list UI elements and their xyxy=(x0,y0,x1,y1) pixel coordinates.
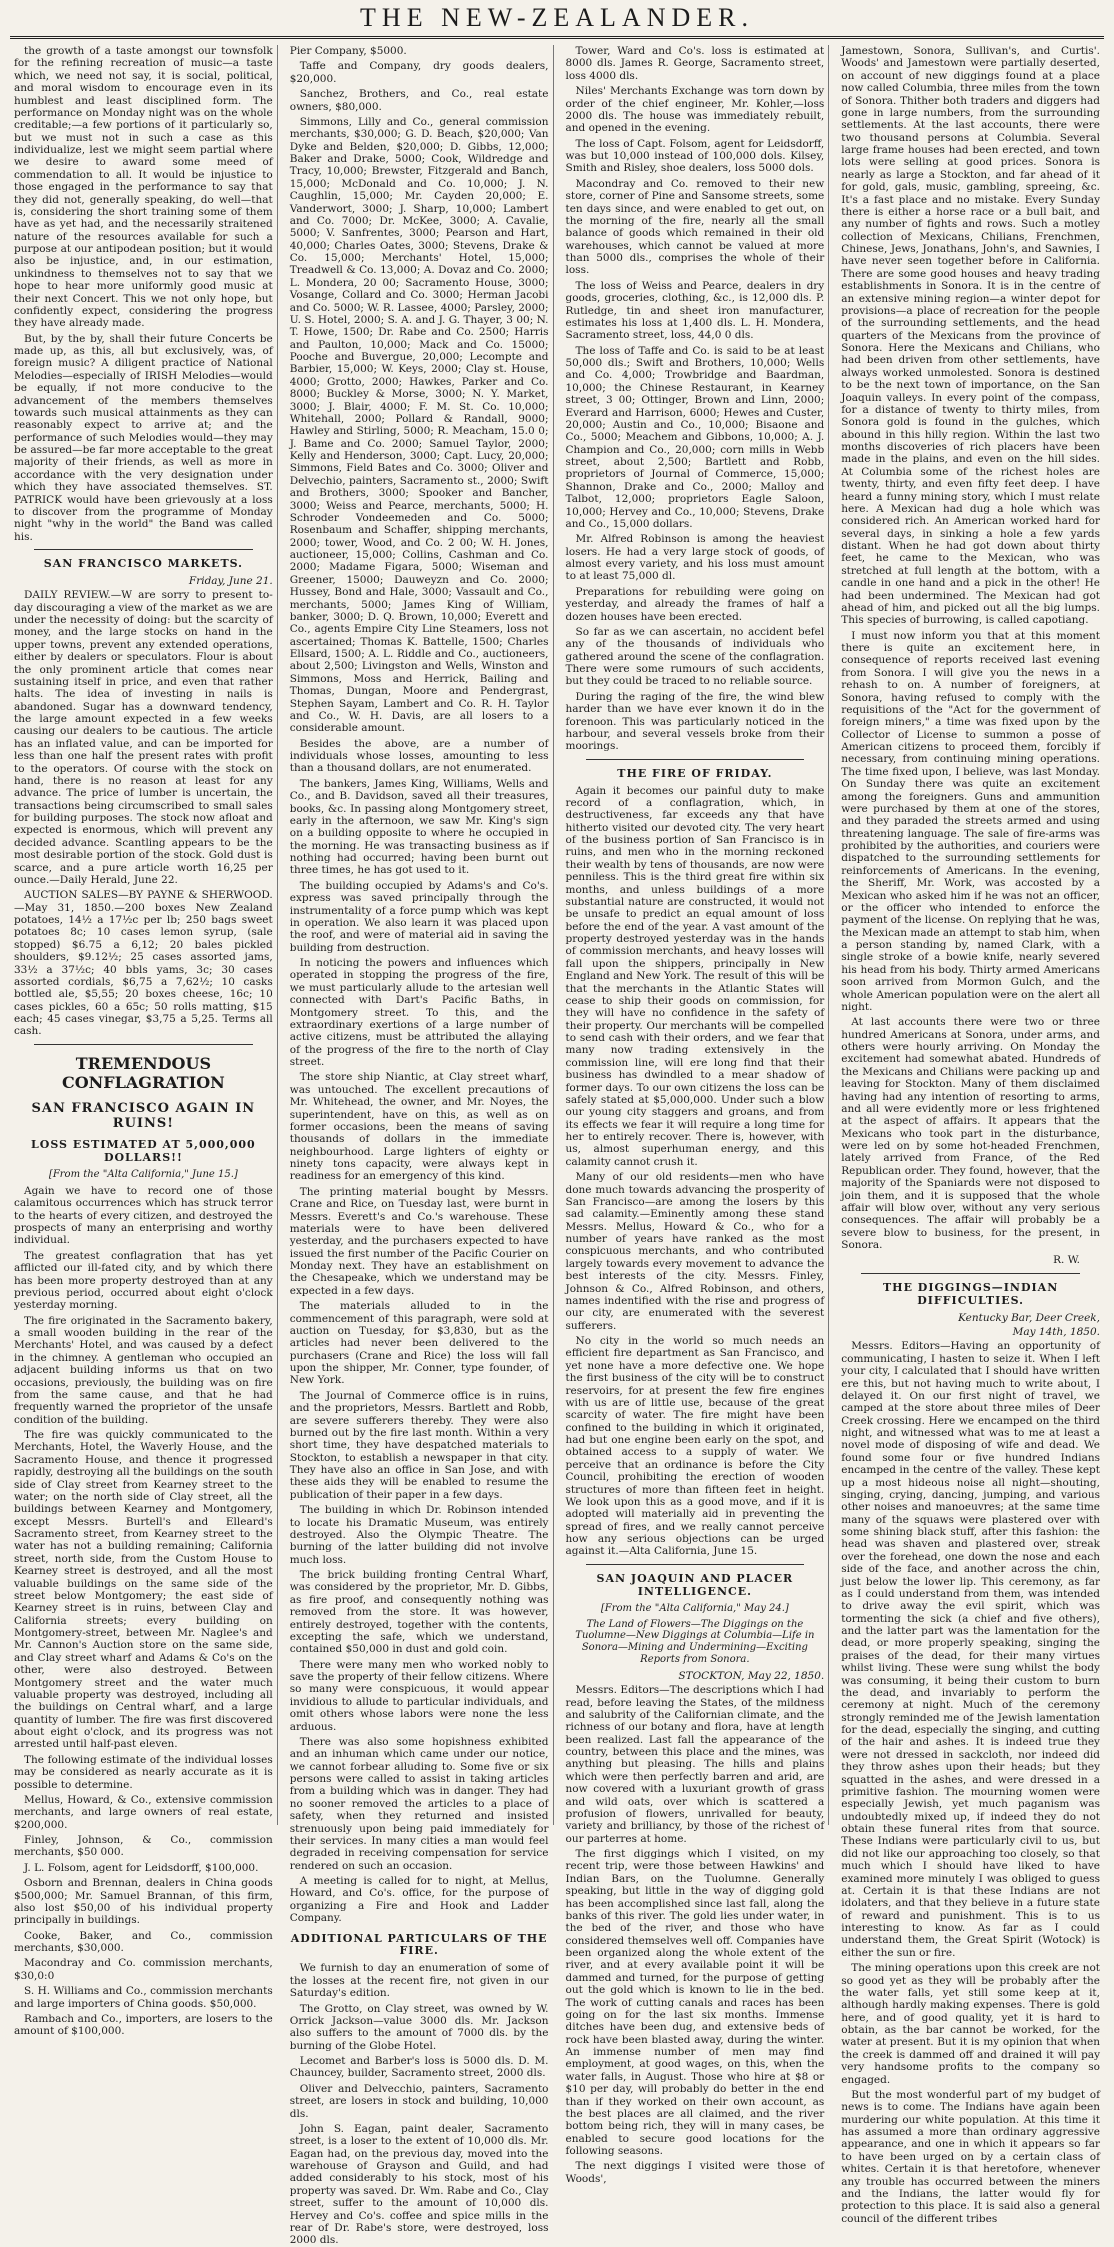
paragraph: During the raging of the fire, the wind blew harder than we have ever known it do in the forenoon. This was particularly noticed in the harbour, and several vessels broke from their moorings. xyxy=(565,690,825,753)
paragraph: At last accounts there were two or three hundred Americans at Sonora, under arms, and others were hourly arriving. On Monday the excitement had somewhat abated. Hundreds of the Mexicans and Chilians were packing up and leaving for Stockton. Many of them disclaimed having had any intention of resorting to arms, and all were evidently more or less frightened at the aspect of affairs. It appears that the Mexicans who took part in the disturbance, were led on by some hot-headed Frenchmen, lately arrived from France, of the Red Republican order. They found, however, that the majority of the Spaniards were not disposed to join them, and it is supposed that the whole affair will blow over, without any very serious consequences. The affair will probably be a severe blow to business, for the present, in Sonora. xyxy=(841,1016,1100,1251)
paragraph: The fire originated in the Sacramento bakery, a small wooden building in the rear of the Merchants' Hotel, and was caused by a defect in the chimney. A gentleman who occupied an adjacent building informs us that on two occasions, previously, the building was on fire from the same cause, and that he had frequently warned the proprietor of the unsafe condition of the building. xyxy=(14,1314,273,1426)
headline-conflagration: TREMENDOUS CONFLAGRATION xyxy=(61,1053,225,1092)
paragraph: Rambach and Co., importers, are losers to the amount of $100,000. xyxy=(14,2012,273,2038)
paragraph: The brick building fronting Central Wharf, was considered by the proprietor, Mr. D. Gibbs, as fire proof, and consequently nothing was removed from the store. It was however, entirely destroyed, together with the contents, excepting the safe, which we understand, contained $50,000 in dust and gold coin. xyxy=(289,1569,549,1656)
paragraph: the growth of a taste amongst our townsfolk for the refining recreation of music—a taste which, we need not say, it is social, political, and moral wisdom to encourage even in its humblest and least disciplined form. The performance on Monday night was on the whole creditable;—a few portions of it particularly so, but we must not in such a case as this individualize, lest we might seem partial where we desire to award some meed of commendation to all. It would be injustice to those engaged in the performance to say that they did not, generally speaking, do well—that is, considering the short training some of them have as yet had, and the necessarily straitened nature of the resources available for such a purpose at our antipodean position; but it would also be injustice, and, in our estimation, unkindness to themselves not to say that we hope to hear more uniformly good music at their next Concert. This we not only hope, but confidently expect, considering the progress they have already made. xyxy=(14,45,273,330)
paragraph: The first diggings which I visited, on my recent trip, were those between Hawkins' and Indian Bars, on the Tuolumne. Generally speaking, but little in the way of digging gold has been accomplished since last fall, along the banks of this river. The gold lies under water, in the bed of the river, and those who have considered themselves well off. Companies have been organized along the whole extent of the river, and at every available point it will be dammed and turned, for the purpose of getting out the gold which is known to lie in the bed. The work of cutting canals and races has been going on for the last six months. Immense ditches have been dug, and extensive beds of rock have been blasted away, during the winter. An immense number of men may find employment, at good wages, on this, when the water falls, in August. Those who hire at $8 or $10 per day, will probably do better in the end than if they worked on their own account, as the best places are all claimed, and the river bottom being rich, they will in many cases, be enabled to secure good locations for the following seasons. xyxy=(565,1848,825,2158)
section-heading-diggings: THE DIGGINGS—INDIAN DIFFICULTIES. xyxy=(882,1280,1059,1307)
paragraph: But the most wonderful part of my budget of news is to come. The Indians have again been murdering our white population. At this time it has assumed a more than ordinary aggressive appearance, and one in which it appears so far to have been urged on by a certain class of whites. Certain it is that heretofore, whenever any trouble has occurred between the miners and the Indians, the latter would fly for protection to this place. It is said also a general council of the different tribes xyxy=(841,2088,1100,2225)
paragraph: The loss of Taffe and Co. is said to be at least 50,000 dls.; Swift and Brothers, 10,000; Wells and Co. 4,000; Trowbridge and Baardman, 10,000; the Chinese Restaurant, in Kearney street, 3 00; Ottinger, Brown and Linn, 2000; Everard and Harrison, 6000; Hewes and Custer, 20,000; Austin and Co., 10,000; Bisaone and Co., 5000; Meachem and Gibbons, 10,000; A. J. Champion and Co., 20,000; corn mills in Webb street, about 2,500; Bartlett and Robb, proprietors of Journal of Commerce, 15,000; Shannon, Drake and Co., 2000; Malloy and Talbot, 12,000; proprietors Eagle Saloon, 10,000; Hervey and Co., 10,000; Stevens, Drake and Co., 15,000 dollars. xyxy=(565,344,825,530)
paragraph: Mr. Alfred Robinson is among the heaviest losers. He had a very large stock of goods, of almost every variety, and his loss must amount to at least 75,000 dl. xyxy=(565,533,825,583)
paragraph: The next diggings I visited were those of Woods', xyxy=(565,2160,825,2185)
divider xyxy=(34,549,253,550)
paragraph: So far as we can ascertain, no accident befel any of the thousands of individuals who gathered around the scene of the conflagration. There were some rumours of such accidents, but they could be traced to no reliable source. xyxy=(565,625,825,688)
paragraph: Simmons, Lilly and Co., general commission merchants, $30,000; G. D. Beach, $20,000; Van Dyke and Belden, $20,000; D. Gibbs, 12,000; Baker and Drake, 5000; Cook, Wildredge and Tracy, 10,000; Brewster, Fitzgerald and Banch, 15,000; McDonald and Co. 10,000; J. N. Caughlin, 15,000; Mr. Cayden 20,000; E. Vanderwort, 3000; J. Sharp, 10,000; Lambert and Co. 7000; Dr. McKee, 3000; A. Cavalie, 5000; V. Sanfrentes, 3000; Pearson and Hart, 40,000; Charles Oates, 3000; Stevens, Drake & Co. 15,000; Merchants' Hotel, 15,000; Treadwell & Co. 13,000; A. Dovaz and Co. 2000; L. Mondera, 20 00; Sacramento House, 3000; Vosange, Collard and Co. 3000; Herman Jacobi and Co. 5000; W. R. Lassee, 4000; Parsley, 2000; U. S. Hotel, 2000; S. A. and J. G. Thayer, 3 00; N. T. Howe, 1500; Dr. Rabe and Co. 2500; Harris and Paulton, 10,000; Mack and Co. 15000; Pooche and Buvergue, 20,000; Lecompte and Barbier, 15,000; W. Keys, 2000; Clay st. House, 4000; Grotto, 2000; Hawkes, Parker and Co. 8000; Buckley & Morse, 3000; N. Y. Market, 3000; J. Blair, 4000; F. M. St. Co. 10,000; Whitehall, 2000; Pollard & Randall, 9000; Hawley and Stirling, 5000; R. Meacham, 15.0 0; J. Bame and Co. 2000; Samuel Taylor, 2000; Kelly and Henderson, 3000; Capt. Lucy, 20,000; Simmons, Field Bates and Co. 3000; Oliver and Delvechio, painters, Sacramento st., 2000; Swift and Brothers, 3000; Spooker and Bancher, 3000; Weiss and Pearce, merchants, 5000; H. Schroder Vondeemeden and Co. 5000; Rosenbaum and Schaffer, shipping merchants, 2000; tower, Wood, and Co. 2 00; W. H. Jones, auctioneer, 15,000; Collins, Cashman and Co. 2000; Madame Figara, 5000; Wiseman and Greener, 15000; Dauweyzn and Co. 2000; Hussey, Bond and Hale, 3000; Vassault and Co., merchants, 5000; James King of William, banker, 3000; D. Q. Brown, 10,000; Everett and Co., agents Empire City Line Steamers, loss not ascertained; Thomas K. Battelle, 1500; Charles Ellsard, 1500; A. L. Riddle and Co., auctioneers, about 2,500; Livingston and Wells, Winston and Simmons, Moss and Herrick, Bailing and Thomas, Dungan, Moore and Pendergrast, Stephen Sayam, Lambert and Co. R. H. Taylor and Co., W. H. Davis, are all losers to a considerable amount. xyxy=(289,115,549,735)
signature: R. W. xyxy=(1053,1254,1080,1267)
paragraph: Again it becomes our painful duty to make record of a conflagration, which, in destructiveness, far exceeds any that have hitherto visited our devoted city. The very heart of the business portion of San Francisco is in ruins, and men who in the morning reckoned their wealth by tens of thousands, are now were penniless. This is the third great fire within six months, and unless buildings of a more substantial nature are constructed, it would not be unsafe to predict an equal amount of loss before the end of the year. A vast amount of the property destroyed yesterday was in the hands of commission merchants, and heavy losses will fall upon the shippers, principally in New England and New York. The result of this will be that the merchants in the Atlantic States will cease to ship their goods on commission, for they will have no confidence in the safety of their property. Our merchants will be compelled to send cash with their orders, and we fear that many now trading extensively in the commission line, will ere long find that their business has dwindled to a mear shadow of former days. To our own citizens the loss can be safely stated at $5,000,000. Under such a blow our young city staggers and groans, and from its effects we fear it will require a long time for her to entirely recover. There is, however, with us, almost superhuman energy, and this calamity cannot crush it. xyxy=(565,784,825,1168)
paragraph: The bankers, James King, Williams, Wells and Co., and B. Davidson, saved all their treasures, books, &c. In passing along Montgomery street, early in the afternoon, we saw Mr. King's sign on a building opposite to where he occupied in the morning. He was transacting business as if nothing had occurred; having been burnt out three times, he has got used to it. xyxy=(289,777,549,877)
paragraph: Finley, Johnson, & Co., commission merchants, $50 000. xyxy=(14,1834,273,1859)
paragraph: I must now inform you that at this moment there is quite an excitement here, in consequence of reports received last evening from Sonora. I will give you the news in a rehash to on. A number of foreigners, at Sonora, having refused to comply with the requisitions of the "Act for the government of foreign miners," a time was fixed upon by the Collector of License to summon a posse of American citizens to proceed them, forcibly if necessary, from continuing mining operations. The time fixed upon, I believe, was last Monday. On Sunday there was quite an excitement among the foreigners. Guns and ammunition were purchased by them at one of the stores, and they paraded the streets armed and using threatening language. The sale of fire-arms was prohibited by the authorities, and couriers were dispatched to the surrounding settlements for reinforcements of Americans. In the evening, the Sheriff, Mr. Work, was accosted by a Mexican who asked him if he was not an officer, or the officer who intended to enforce the payment of the license. On replying that he was, the Mexican made an attempt to stab him, when a person standing by, named Clark, with a single stroke of a bowie knife, nearly severed his head from his body. Thirty armed Americans soon arrived from Mormon Gulch, and the whole American population were on the alert all night. xyxy=(841,629,1100,1013)
divider xyxy=(586,1564,805,1565)
paragraph: John S. Eagan, paint dealer, Sacramento street, is a loser to the extent of 10,000 dls. Mr. Eagan had, on the previous day, moved into the warehouse of Grayson and Guild, and had added considerably to his stock, most of his property was saved. Dr. Wm. Rabe and Co., Clay street, suffer to the amount of 10,000 dls. Hervey and Co's. coffee and spice mills in the rear of Dr. Rabe's store, were destroyed, loss 2000 dls. xyxy=(289,2122,549,2247)
column-3 xyxy=(562,45,830,2185)
source-note: [From the "Alta California," June 15.] xyxy=(48,1169,238,1181)
section-heading-additional: ADDITIONAL PARTICULARS OF THE FIRE. xyxy=(290,1931,548,1958)
column-4 xyxy=(837,45,1104,2225)
paragraph: But, by the by, shall their future Concerts be made up, as this, all but exclusively, was, of foreign music? A diligent practice of National Melodies—especially of IRISH Melodies—would be equally, if not more conducive to the advancement of the members themselves towards such musical attainments as they can reasonably expect to arrive at; and the performance of such Melodies would—they may be assured—be far more acceptable to the great majority of their friends, as well as more in accordance with the very designation under which they have associated themselves. ST. PATRICK would have been grievously at a loss to discover from the programme of Monday night "why in the world" the Band was called his. xyxy=(14,332,273,543)
paragraph: The fire was quickly communicated to the Merchants, Hotel, the Waverly House, and the Sacramento House, and thence it progressed rapidly, destroying all the buildings on the south side of Clay street from Kearney street to the water; on the north side of Clay street, all the buildings between Kearney and Montgomery, except Messrs. Burtell's and Elleard's Sacramento street, from Kearney street to the water has not a building remaining; California street, north side, from the Custom House to Kearney street is destroyed, and all the most valuable buildings on the same side of the street below Montgomery; the east side of Kearney street is in ruins, between Clay and California streets; every building on Montgomery-street, between Mr. Naglee's and Mr. Cannon's Auction store on the same side, and Clay street wharf and Adams & Co's on the other, were also destroyed. Between Montgomery street and the water much valuable property was destroyed, including all the buildings on Central wharf, and a large quantity of lumber. The fire was first discovered about eight o'clock, and its progress was not arrested until half-past eleven. xyxy=(14,1429,273,1751)
paragraph: Preparations for rebuilding were going on yesterday, and already the frames of half a dozen houses have been erected. xyxy=(565,585,825,623)
paragraph: Taffe and Company, dry goods dealers, $20,000. xyxy=(289,60,549,85)
paragraph: Again we have to record one of those calamitous occurrences which has struck terror to the hearts of every citizen, and destroyed the prospects of many an enterprising and worthy individual. xyxy=(14,1184,273,1247)
source-note: [From the "Alta California," May 24.] xyxy=(600,1602,789,1614)
paragraph: S. H. Williams and Co., commission merchants and large importers of China goods. $50,000. xyxy=(14,1985,273,2010)
paragraph: Sanchez, Brothers, and Co., real estate owners, $80,000. xyxy=(289,88,549,113)
columns xyxy=(10,45,1104,2247)
dateline: Friday, June 21. xyxy=(188,574,273,587)
paragraph: There was also some hopishness exhibited and an inhuman which came under our notice, we cannot forbear alluding to. Some five or six persons were called to assist in taking articles from a building which was in danger. They had no sooner removed the articles to a place of safety, when they returned and insisted strenuously upon being paid immediately for their services. In many cities a man would feel degraded in receiving compensation for service rendered on such an occasion. xyxy=(289,1735,549,1872)
paragraph: A meeting is called for to night, at Mellus, Howard, and Co's. office, for the purpose of organizing a Fire and Hook and Ladder Company. xyxy=(289,1875,549,1925)
paragraph: In noticing the powers and influences which operated in stopping the progress of the fire, we must particularly allude to the artesian well connected with Dart's Pacific Baths, in Montgomery street. To this, and the extraordinary exertions of a large number of active citizens, must be attributed the allaying of the progress of the fire to the north of Clay street. xyxy=(289,957,549,1068)
paragraph: Besides the above, are a number of individuals whose losses, amounting to less than a thousand dollars, are not enumerated. xyxy=(289,737,549,775)
paragraph: The following estimate of the individual losses may be considered as nearly accurate as it is possible to determine. xyxy=(14,1753,273,1791)
subheadline-loss: LOSS ESTIMATED AT 5,000,000 DOLLARS!! xyxy=(31,1138,256,1165)
paragraph: There were many men who worked nobly to save the property of their fellow citizens. Where so many were conspicuous, it would appear invidious to allude to particular individuals, and omit others whose labors were none the less arduous. xyxy=(289,1658,549,1733)
paragraph: The loss of Capt. Folsom, agent for Leidsdorff, was but 10,000 instead of 100,000 dols. Kilsey, Smith and Risley, shoe dealers, loss 5000 dols. xyxy=(565,137,825,175)
paragraph: Oliver and Delvecchio, painters, Sacramento street, are losers in stock and building, 10,000 dls. xyxy=(289,2082,549,2120)
divider xyxy=(586,759,805,760)
paragraph: The store ship Niantic, at Clay street wharf, was untouched. The excellent precautions of Mr. Whitehead, the owner, and Mr. Noyes, the superintendent, have on this, as well as on former occasions, been the means of saving thousands of dollars in the immediate neighbourhood. Large lighters of eighty or ninety tons capacity, were always kept in readiness for an emergency of this kind. xyxy=(289,1071,549,1183)
paragraph: Niles' Merchants Exchange was torn down by order of the chief engineer, Mr. Kohler,—loss 2000 dls. The house was immediately rebuilt, and opened in the evening. xyxy=(565,85,825,135)
paragraph: Macondray and Co. removed to their new store, corner of Pine and Sansome streets, some ten days since, and were enabled to get out, on the morning of the fire, nearly all the small balance of goods which remained in their old warehouses, which cannot be valued at more than 5000 dls., comprises the whole of their loss. xyxy=(565,177,825,277)
paragraph: The loss of Weiss and Pearce, dealers in dry goods, groceries, clothing, &c., is 12,000 dls. P. Rutledge, tin and sheet iron manufacturer, estimates his loss at 1,400 dls. L. H. Mondera, Sacramento street, loss, 44,0 0 dls. xyxy=(565,279,825,342)
paragraph: Osborn and Brennan, dealers in China goods $500,000; Mr. Samuel Brannan, of this firm, also lost $50,00 of his individual property principally in buildings. xyxy=(14,1877,273,1927)
paragraph: J. L. Folsom, agent for Leidsdorff, $100,000. xyxy=(24,1861,259,1874)
paragraph: DAILY REVIEW.—W are sorry to present to-day discouraging a view of the market as we are under the necessity of doing: but the scarcity of money, and the large stocks on hand in the upper towns, prevent any extended operations, either by dealers or speculators. Flour is about the only prominent article that comes near sustaining itself in price, and even that rather halts. The idea of investing in nails is abandoned. Sugar has a downward tendency, the large amount expected in a few weeks causing our dealers to be cautious. The article has an inflated value, and can be imported for less than one half the present rates with profit to the operators. Of course with the stock on hand, there is no reason at least for any advance. The price of lumber is uncertain, the transactions being circumscribed to small sales for building purposes. The stock now afloat and expected is enormous, which will prevent any decided advance. Scantling appears to be the most desirable portion of the stock. Gold dust is scarce, and a pure article worth 16,25 per ounce.—Daily Herald, June 22. xyxy=(14,589,273,886)
dateline-place: Kentucky Bar, Deer Creek, xyxy=(958,1311,1100,1324)
paragraph: The materials alluded to in the commencement of this paragraph, were sold at auction on Tuesday, for $3,830, but as the articles had never been delivered to the purchasers (Crane and Rice) the loss will fall upon the shipper, Mr. Conner, type founder, of New York. xyxy=(289,1300,549,1387)
paragraph: Pier Company, $5000. xyxy=(289,45,407,57)
paragraph: Lecomet and Barber's loss is 5000 dls. D. M. Chauncey, builder, Sacramento street, 2000 dls. xyxy=(289,2055,549,2080)
dateline: May 14th, 1850. xyxy=(1012,1326,1100,1339)
divider xyxy=(861,1273,1080,1274)
dateline: STOCKTON, May 22, 1850. xyxy=(678,1669,825,1682)
paragraph: The building in which Dr. Robinson intended to locate his Dramatic Museum, was entirely destroyed. Also the Olympic Theatre. The burning of the latter building did not involve much loss. xyxy=(289,1504,549,1566)
subheadline-ruins: SAN FRANCISCO AGAIN IN RUINS! xyxy=(31,1100,256,1131)
paragraph: The building occupied by Adams's and Co's. express was saved principally through the instrumentality of a force pump which was kept in operation. We also learn it was placed upon the roof, and were of material aid in saving the building from destruction. xyxy=(289,879,549,954)
paragraph: Many of our old residents—men who have done much towards advancing the prosperity of San Francisco—are among the losers by this sad calamity.—Eminently among these stand Messrs. Mellus, Howard & Co., who for a number of years have ranked as the most conspicuous merchants, and who contributed largely towards every movement to advance the best interests of the city. Messrs. Finley, Johnson & Co., Alfred Robinson, and others, names indentified with the rise and progress of our city, are enumerated with the severest sufferers. xyxy=(565,1171,825,1332)
masthead: THE NEW-ZEALANDER. xyxy=(10,0,1104,39)
section-heading-markets: SAN FRANCISCO MARKETS. xyxy=(43,557,244,570)
paragraph: Macondray and Co. commission merchants, $30,0:0 xyxy=(14,1957,273,1982)
paragraph: No city in the world so much needs an efficient fire department as San Francisco, and yet none have a more defective one. We hope the first business of the city will be to construct reservoirs, for at present the few fire engines with us are of little use, because of the great scarcity of water. The fire might have been confined to the building in which it originated, had but one engine been early on the spot, and obtained access to a supply of water. We perceive that an ordinance is before the City Council, prohibiting the erection of wooden structures of more than fifteen feet in height. We look upon this as a good move, and if it is adopted will materially aid in preventing the spread of fires, and we really cannot perceive how any serious objections can be urged against it.—Alta California, June 15. xyxy=(565,1335,825,1558)
paragraph: The Journal of Commerce office is in ruins, and the proprietors, Messrs. Bartlett and Robb, are severe sufferers thereby. They were also burned out by the fire last month. Within a very short time, they have despatched materials to Stockton, to establish a newspaper in that city. They have also an office in San Jose, and with these aids they will be enabled to resume the publication of their paper in a few days. xyxy=(289,1389,549,1501)
section-heading-san-joaquin: SAN JOAQUIN AND PLACER INTELLIGENCE. xyxy=(596,1571,794,1598)
paragraph: The greatest conflagration that has yet afflicted our ill-fated city, and by which there has been more property destroyed than at any previous period, occurred about eight o'clock yesterday morning. xyxy=(14,1249,273,1312)
paragraph: Messrs. Editors—Having an opportunity of communicating, I hasten to seize it. When I left your city, I calculated that I should have written ere this, but not having much to write about, I delayed it. On our first night of travel, we camped at the store about three miles of Deer Creek crossing. Here we encamped on the third night, and witnessed what was to me at least a novel mode of disposing of wife and dead. We found some four or five hundred Indians encamped in the centre of the valley. These kept up a most hideous noise all night—shouting, singing, crying, dancing, jumping, and various other noises and manoeuvres; at the same time many of the squaws were plastered over with some shining black stuff, after this fashion: the head was shaven and plastered over, streak over the forehead, one down the nose and each side of the face, and another across the chin, just below the lower lip. This ceremony, as far as I could understand from them, was intended to drive away the evil spirit, which was tormenting the sick (a chief and five others), and the latter part was the lamentation for the dead, or more properly speaking, singing the praises of the dead, for their many virtues whilst living. These were sung whilst the body was consuming, it being their custom to burn the dead, and invariably to perform the ceremony at night. Much of the ceremony strongly reminded me of the Jewish lamentation for the dead, especially the singing, and cutting of the hair and ashes. It is indeed true they were not dressed in sackcloth, nor indeed did they throw ashes upon their heads; but they squatted in the ashes, and were dressed in a primitive fashion. The mourning women were especially Jewish, yet much paganism was undoubtedly mixed up, if indeed they do not obtain these funeral rites from that source. These Indians were particularly civil to us, but did not like our approaching too closely, so that much which I should have liked to have examined more minutely I was obliged to guess at. Certain it is that these Indians are not idolaters, and that they believe in a future state of reward and punishment. This is to us interesting to know. As far as I could understand them, the Great Spirit (Wotock) is either the sun or fire. xyxy=(841,1340,1100,1959)
column-1 xyxy=(10,45,278,2038)
paragraph: Jamestown, Sonora, Sullivan's, and Curtis'. Woods' and Jamestown were partially deserted, on account of new diggings found at a place now called Columbia, three miles from the town of Sonora. Thither both traders and diggers had gone in large numbers, from the surrounding settlements. At the last accounts, there were two thousand persons at Columbia. Several large frame houses had been erected, and town lots were selling at good prices. Sonora is nearly as large a Stockton, and far ahead of it for gold, gals, music, gambling, spreeing, &c. It's a fast place and no mistake. Every Sunday there is either a horse race or a bull bait, and any number of fights and rows. Such a motley collection of Mexicans, Chilians, Frenchmen, Chinese, Jews, Jonathans, John's, and Sawnies, I have never seen together before in California. There are some good houses and heavy trading establishments in Sonora. It is in the centre of an extensive mining region—a winter depot for provisions—a place of recreation for the people of the surrounding settlements, and the head quarters of the Mexicans from the province of Sonora. Here the Mexicans and Chilians, who had been driven from other settlements, have always worked unmolested. Sonora is destined to be the next town of importance, on the San Joaquin valleys. In every point of the compass, for a distance of twenty to thirty miles, from Sonora gold is found in the gulches, which abound in this hilly region. Within the last two months discoveries of rich placers have been made in the plains, and even on the hill sides. At Columbia some of the richest holes are twenty, thirty, and even fifty feet deep. I have heard a funny mining story, which I must relate here. A Mexican had dug a hole which was considered rich. An American worked hard for several days, in sinking a hole a few yards distant. When he had got down about thirty feet, he came to the Mexican, who was stretched at full length at the bottom, with a candle in one hand and a pick in the other! He had been undermined. The Mexican had got ahead of him, and picked out all the big lumps. This species of burrowing, is called capotiang. xyxy=(841,45,1100,627)
article-subtitle: The Land of Flowers—The Diggings on the Tuolumne—New Diggings at Columbia—Life in Sonora—Mining and Undermining—Exciting Reports from Sonora. xyxy=(575,1618,815,1665)
column-2 xyxy=(286,45,554,2247)
paragraph: The printing material bought by Messrs. Crane and Rice, on Tuesday last, were burnt in Messrs. Everett's and Co.'s warehouse. These materials were to have been delivered yesterday, and the purchasers expected to have issued the first number of the Pacific Courier on Monday next. They have an establishment on the Chesapeake, which we understand may be expected in a few days. xyxy=(289,1185,549,1297)
paragraph: The mining operations upon this creek are not so good yet as they will be probably after the the water falls, yet still some keep at it, although hardly making expenses. There is gold here, and of good quality, yet it is hard to obtain, as the bar cannot be worked, for the water at present. But it is my opinion that when the creek is dammed off and drained it will pay very handsome profits to the company so engaged. xyxy=(841,1962,1100,2086)
divider xyxy=(34,1044,253,1045)
paragraph: Cooke, Baker, and Co., commission merchants, $30,000. xyxy=(14,1929,273,1955)
paragraph: Tower, Ward and Co's. loss is estimated at 8000 dls. James R. George, Sacramento street, loss 4000 dls. xyxy=(565,45,825,82)
paragraph: Messrs. Editors—The descriptions which I had read, before leaving the States, of the mildness and salubrity of the Californian climate, and the richness of our botany and flora, have at length been realized. Last fall the appearance of the country, between this place and the mines, was anything but pleasing. The hills and plains which were then perfectly barren and arid, are now covered with a luxuriant growth of grass and wild oats, over which is scattered a profusion of flowers, unrivalled for beauty, variety and brilliancy, by those of the richest of our parterres at home. xyxy=(565,1684,825,1845)
paragraph: Mellus, Howard, & Co., extensive commission merchants, and large owners of real estate, $200,000. xyxy=(14,1793,273,1831)
paragraph: The Grotto, on Clay street, was owned by W. Orrick Jackson—value 3000 dls. Mr. Jackson also suffers to the amount of 7000 dls. by the burning of the Globe Hotel. xyxy=(289,2002,549,2052)
paragraph: We furnish to day an enumeration of some of the losses at the recent fire, not given in our Saturday's edition. xyxy=(289,1962,549,2000)
section-heading-fire-friday: THE FIRE OF FRIDAY. xyxy=(617,766,773,780)
paragraph: AUCTION SALES—BY PAYNE & SHERWOOD.—May 31, 1850.—200 boxes New Zealand potatoes, 14½ a 17½c per lb; 250 bags sweet potatoes 8c; 10 cases lemon syrup, (sale stopped) $6.75 a 6,12; 20 bales pickled shoulders, $9.12½; 25 cases assorted jams, 33½ a 37½c; 40 bbls yams, 3c; 30 cases assorted cordials, $6,75 a 7,62½; 10 casks bottled ale, $5,55; 20 boxes cheese, 16c; 10 cases pickles, 60 a 65c; 50 rolls matting, $15 each; 45 cases vinegar, $3,75 a 5,25. Terms all cash. xyxy=(14,889,273,1038)
